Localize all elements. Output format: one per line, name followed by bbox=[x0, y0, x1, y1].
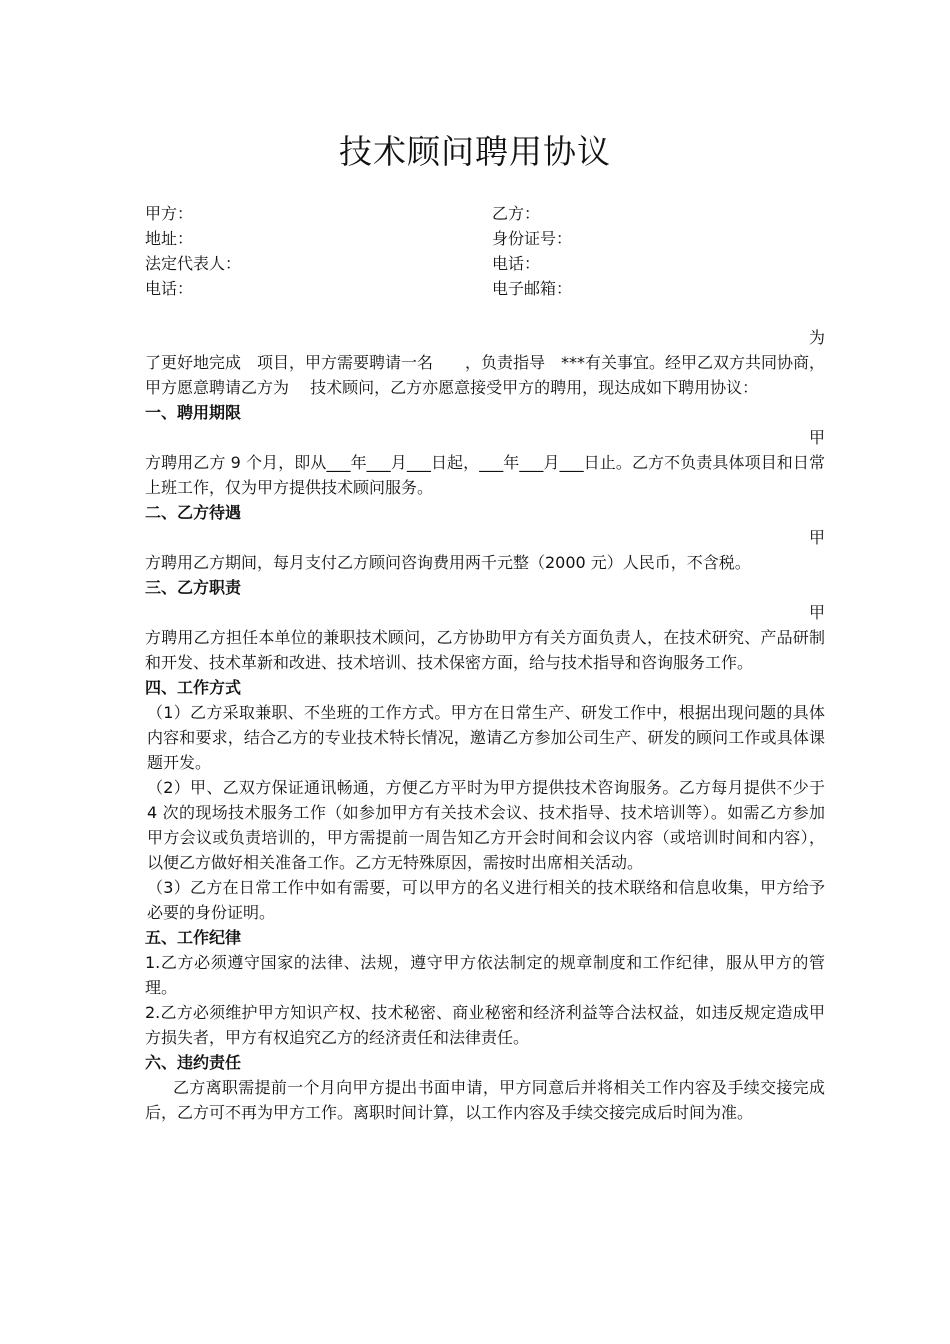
party-b-email-label: 电子邮箱： bbox=[492, 279, 573, 298]
section5-item: 1.乙方必须遵守国家的法律、法规，遵守甲方依法制定的规章制度和工作纪律，服从甲方的管理。 bbox=[145, 953, 825, 997]
section-heading-duties: 三、乙方职责 bbox=[145, 578, 242, 597]
party-row bbox=[145, 201, 825, 226]
section4-item: （3）乙方在日常工作中如有需要，可以甲方的名义进行相关的技术联络和信息收集，甲方给予必要的身份证明。 bbox=[147, 878, 825, 922]
section3-paragraph: 方聘用乙方担任本单位的兼职技术顾问，乙方协助甲方有关方面负责人，在技术研究、产品研制和开发、技术革新和改进、技术培训、技术保密方面，给与技术指导和咨询服务工作。 bbox=[145, 628, 825, 672]
section-heading-term: 一、聘用期限 bbox=[145, 403, 242, 422]
section1-lead-char: 甲 bbox=[808, 428, 825, 447]
document-title: 技术顾问聘用协议 bbox=[339, 132, 611, 171]
party-row bbox=[145, 226, 825, 251]
section4-item: （1）乙方采取兼职、不坐班的工作方式。甲方在日常生产、研发工作中，根据出现问题的具体内容和要求，结合乙方的专业技术特长情况，邀请乙方参加公司生产、研发的顾问工作或具体课题开发。 bbox=[147, 703, 825, 772]
section3-lead-char: 甲 bbox=[808, 603, 825, 622]
party-row bbox=[145, 251, 825, 276]
party-a-phone-label: 电话： bbox=[145, 279, 194, 298]
document-body bbox=[145, 325, 825, 1125]
party-a-address-label: 地址： bbox=[145, 229, 194, 248]
section6-paragraph: 乙方离职需提前一个月向甲方提出书面申请，甲方同意后并将相关工作内容及手续交接完成后，乙方可不再为甲方工作。离职时间计算，以工作内容及手续交接完成后时间为准。 bbox=[145, 1078, 825, 1122]
parties-block bbox=[145, 201, 825, 301]
party-b-id-label: 身份证号： bbox=[492, 229, 573, 248]
party-b-phone-label: 电话： bbox=[492, 254, 541, 273]
section-heading-liability: 六、违约责任 bbox=[145, 1053, 242, 1072]
section2-lead-char: 甲 bbox=[808, 528, 825, 547]
section-heading-compensation: 二、乙方待遇 bbox=[145, 503, 242, 522]
party-b-label: 乙方： bbox=[492, 204, 541, 223]
section2-paragraph: 方聘用乙方期间，每月支付乙方顾问咨询费用两千元整（2000 元）人民币，不含税。 bbox=[145, 553, 751, 572]
section-heading-work-mode: 四、工作方式 bbox=[145, 678, 242, 697]
section-heading-discipline: 五、工作纪律 bbox=[145, 928, 242, 947]
section5-item: 2.乙方必须维护甲方知识产权、技术秘密、商业秘密和经济利益等合法权益，如违反规定造成甲方损失者，甲方有权追究乙方的经济责任和法律责任。 bbox=[145, 1003, 825, 1047]
section4-item: （2）甲、乙双方保证通讯畅通，方便乙方平时为甲方提供技术咨询服务。乙方每月提供不少于 4 次的现场技术服务工作（如参加甲方有关技术会议、技术指导、技术培训等）。如需乙方参加甲方会议或负责培训的，甲方需提前一周告知乙方开会时间和会议内容（或培训时间和内容），以便乙方做好相关准备工作。乙方无特殊原因，需按时出席相关活动。 bbox=[147, 778, 825, 872]
party-row bbox=[145, 276, 825, 301]
section1-paragraph: 方聘用乙方 9 个月，即从___年___月___日起，___年___月___日止。乙方不负责具体项目和日常上班工作，仅为甲方提供技术顾问服务。 bbox=[145, 453, 825, 497]
party-a-label: 甲方： bbox=[145, 204, 194, 223]
intro-lead-char: 为 bbox=[808, 328, 825, 347]
intro-paragraph: 了更好地完成 项目，甲方需要聘请一名 ，负责指导 ***有关事宜。经甲乙双方共同协商，甲方愿意聘请乙方为 技术顾问，乙方亦愿意接受甲方的聘用，现达成如下聘用协议： bbox=[145, 353, 826, 397]
party-a-representative-label: 法定代表人： bbox=[145, 254, 242, 273]
